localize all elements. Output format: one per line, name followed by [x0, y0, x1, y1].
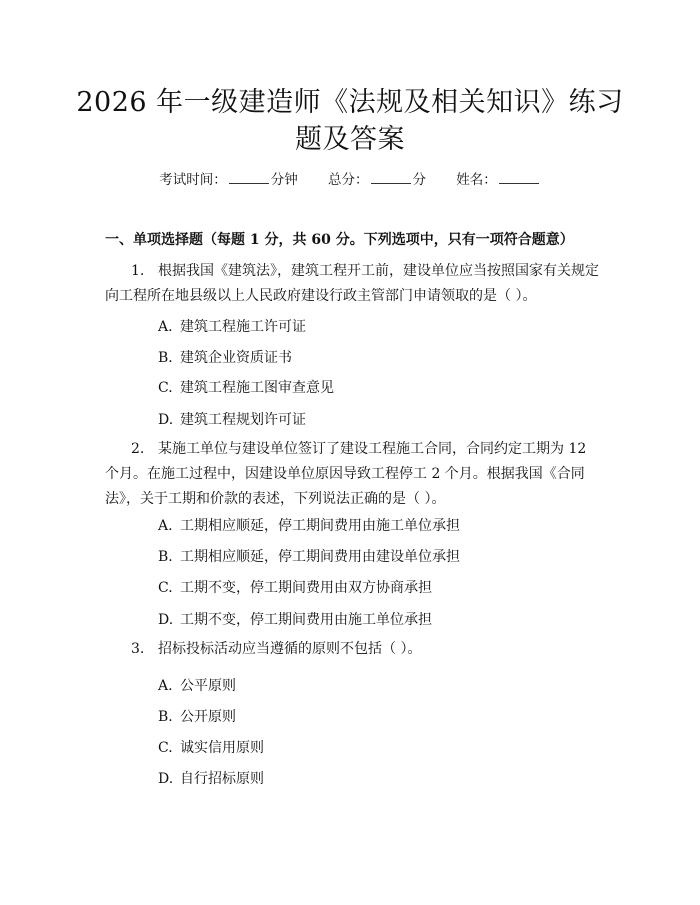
- option-letter: B.: [158, 549, 173, 565]
- option-text: 诚实信用原则: [180, 740, 264, 756]
- total-score-unit: 分: [412, 172, 426, 188]
- question-1-option-b: [158, 347, 292, 367]
- question-1-number: 1.: [131, 263, 145, 279]
- option-letter: A.: [158, 678, 173, 694]
- option-letter: C.: [158, 740, 173, 756]
- option-letter: C.: [158, 580, 173, 596]
- question-2-option-c: [158, 577, 432, 597]
- question-3: [105, 637, 603, 662]
- question-3-number: 3.: [131, 641, 145, 657]
- option-letter: D.: [158, 771, 174, 787]
- option-letter: A.: [158, 518, 173, 534]
- name-label: 姓名：: [456, 172, 497, 188]
- option-text: 建筑企业资质证书: [180, 350, 292, 366]
- question-2-option-a: [158, 515, 460, 535]
- question-3-option-b: [158, 706, 236, 726]
- option-text: 工期相应顺延，停工期间费用由建设单位承担: [180, 549, 460, 565]
- total-score-label: 总分：: [328, 172, 369, 188]
- option-text: 公平原则: [180, 678, 236, 694]
- question-2-option-b: [158, 546, 460, 566]
- option-text: 建筑工程施工图审查意见: [180, 380, 334, 396]
- question-1-option-c: [158, 377, 334, 397]
- question-2-text: 某施工单位与建设单位签订了建设工程施工合同，合同约定工期为 12 个月。在施工过程中，因建设单位原因导致工程停工 2 个月。根据我国《合同法》，关于工期和价款的表述，下列说法正确的是（ ）。: [105, 441, 587, 507]
- option-text: 公开原则: [180, 709, 236, 725]
- question-2: [105, 437, 603, 512]
- exam-time-blank: [229, 171, 269, 184]
- option-letter: C.: [158, 380, 173, 396]
- option-text: 建筑工程规划许可证: [180, 412, 306, 428]
- question-3-option-c: [158, 737, 264, 757]
- exam-time-field: [159, 172, 302, 188]
- page-title: [60, 84, 640, 158]
- option-text: 建筑工程施工许可证: [180, 319, 306, 335]
- question-1-option-d: [158, 409, 306, 429]
- exam-time-unit: 分钟: [270, 172, 298, 188]
- title-line-2: 题及答案: [295, 124, 405, 155]
- question-1: [105, 259, 603, 309]
- question-2-option-d: [158, 609, 432, 629]
- section-title: 一、单项选择题（每题 1 分，共 60 分。下列选项中，只有一项符合题意）: [105, 232, 574, 248]
- question-1-option-a: [158, 316, 306, 336]
- exam-time-label: 考试时间：: [159, 172, 227, 188]
- option-text: 工期相应顺延，停工期间费用由施工单位承担: [180, 518, 460, 534]
- option-letter: D.: [158, 412, 174, 428]
- option-text: 自行招标原则: [180, 771, 264, 787]
- option-letter: D.: [158, 612, 174, 628]
- option-text: 工期不变，停工期间费用由双方协商承担: [180, 580, 432, 596]
- option-letter: B.: [158, 709, 173, 725]
- question-1-text: 根据我国《建筑法》，建筑工程开工前，建设单位应当按照国家有关规定向工程所在地县级以上人民政府建设行政主管部门申请领取的是（ ）。: [105, 263, 599, 304]
- name-blank: [499, 171, 539, 184]
- exam-info: [0, 168, 700, 188]
- name-field: [456, 172, 541, 188]
- total-score-blank: [371, 171, 411, 184]
- total-score-field: [328, 172, 430, 188]
- option-letter: A.: [158, 319, 173, 335]
- question-2-number: 2.: [131, 441, 145, 457]
- title-line-1: 2026 年一级建造师《法规及相关知识》练习: [76, 87, 624, 118]
- question-3-option-a: [158, 675, 236, 695]
- option-letter: B.: [158, 350, 173, 366]
- question-3-text: 招标投标活动应当遵循的原则不包括（ ）。: [158, 641, 422, 657]
- option-text: 工期不变，停工期间费用由施工单位承担: [180, 612, 432, 628]
- question-3-option-d: [158, 768, 264, 788]
